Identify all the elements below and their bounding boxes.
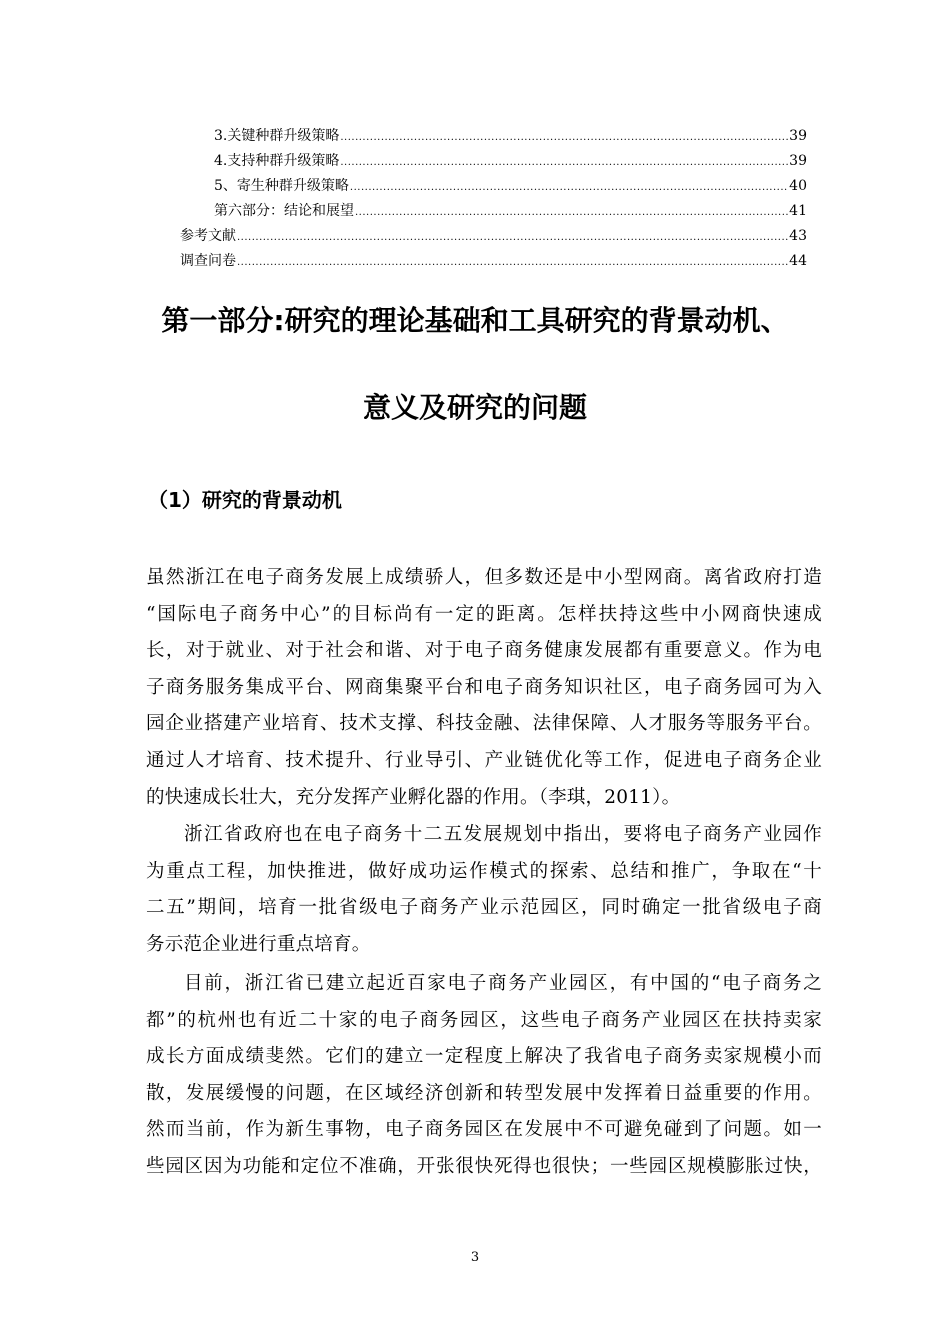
- paragraph-line: 浙江省政府也在电子商务十二五发展规划中指出，要将电子商务产业园作: [184, 824, 822, 845]
- body-paragraph: [146, 560, 822, 816]
- toc-leader-dots: [340, 126, 788, 150]
- paragraph-line: 务示范企业进行重点培育。: [146, 933, 371, 955]
- paragraph-line: 然而当前，作为新生事物，电子商务园区在发展中不可避免碰到了问题。如一: [146, 1119, 822, 1141]
- toc-entry-page: 39: [789, 153, 807, 169]
- toc-entry-label: 5、寄生种群升级策略: [214, 178, 349, 194]
- paragraph-line: 虽然浙江在电子商务发展上成绩骄人，但多数还是中小型网商。离省政府打造: [146, 567, 822, 588]
- toc-leader-dots: [237, 226, 788, 250]
- toc-entry[interactable]: [214, 124, 807, 148]
- toc-entry-page: 41: [789, 203, 807, 219]
- body-paragraph: [146, 966, 822, 1186]
- chapter-heading-line-1: 第一部分:研究的理论基础和工具研究的背景动机、: [161, 304, 789, 337]
- toc-entry-page: 39: [789, 128, 807, 144]
- toc-entry[interactable]: [214, 199, 807, 223]
- paragraph-line: 的快速成长壮大，充分发挥产业孵化器的作用。（李琪，2011）。: [146, 786, 681, 808]
- paragraph-line: 为重点工程，加快推进，做好成功运作模式的探索、总结和推广，争取在“十: [146, 860, 822, 882]
- body-paragraph: [146, 817, 822, 963]
- paragraph-line: 通过人才培育、技术提升、行业导引、产业链优化等工作，促进电子商务企业: [146, 749, 822, 771]
- toc-leader-dots: [355, 201, 788, 225]
- toc-entry[interactable]: [214, 174, 807, 198]
- toc-entry-page: 40: [789, 178, 807, 194]
- chapter-heading-line-2: 意义及研究的问题: [362, 391, 587, 424]
- toc-entry-page: 43: [789, 228, 807, 244]
- toc-leader-dots: [350, 176, 788, 200]
- page-number: 3: [470, 1250, 480, 1265]
- paragraph-line: 园企业搭建产业培育、技术支撑、科技金融、法律保障、人才服务等服务平台。: [146, 713, 822, 735]
- toc-entry[interactable]: [180, 224, 807, 248]
- paragraph-line: 散，发展缓慢的问题，在区域经济创新和转型发展中发挥着日益重要的作用。: [146, 1082, 822, 1104]
- paragraph-line: “国际电子商务中心”的目标尚有一定的距离。怎样扶持这些中小网商快速成: [146, 603, 822, 625]
- toc-entry-label: 4.支持种群升级策略: [214, 153, 340, 169]
- section-heading: （1）研究的背景动机: [148, 488, 342, 512]
- toc-entry-page: 44: [789, 253, 807, 269]
- paragraph-line: 些园区因为功能和定位不准确，开张很快死得也很快；一些园区规模膨胀过快，: [146, 1155, 822, 1177]
- toc-entry-label: 参考文献: [180, 228, 236, 244]
- paragraph-line: 长，对于就业、对于社会和谐、对于电子商务健康发展都有重要意义。作为电: [146, 640, 822, 662]
- paragraph-line: 目前，浙江省已建立起近百家电子商务产业园区，有中国的“电子商务之: [184, 973, 822, 994]
- paragraph-line: 都”的杭州也有近二十家的电子商务园区，这些电子商务产业园区在扶持卖家: [146, 1009, 822, 1031]
- toc-entry-label: 第六部分：结论和展望: [214, 203, 354, 219]
- toc-entry[interactable]: [180, 249, 807, 273]
- toc-entry-label: 3.关键种群升级策略: [214, 128, 340, 144]
- paragraph-line: 成长方面成绩斐然。它们的建立一定程度上解决了我省电子商务卖家规模小而: [146, 1046, 822, 1068]
- paragraph-line: 二五”期间，培育一批省级电子商务产业示范园区，同时确定一批省级电子商: [146, 897, 822, 919]
- toc-entry[interactable]: [214, 149, 807, 173]
- toc-entry-label: 调查问卷: [180, 253, 236, 269]
- toc-leader-dots: [340, 151, 788, 175]
- paragraph-line: 子商务服务集成平台、网商集聚平台和电子商务知识社区，电子商务园可为入: [146, 676, 822, 698]
- toc-leader-dots: [237, 251, 788, 275]
